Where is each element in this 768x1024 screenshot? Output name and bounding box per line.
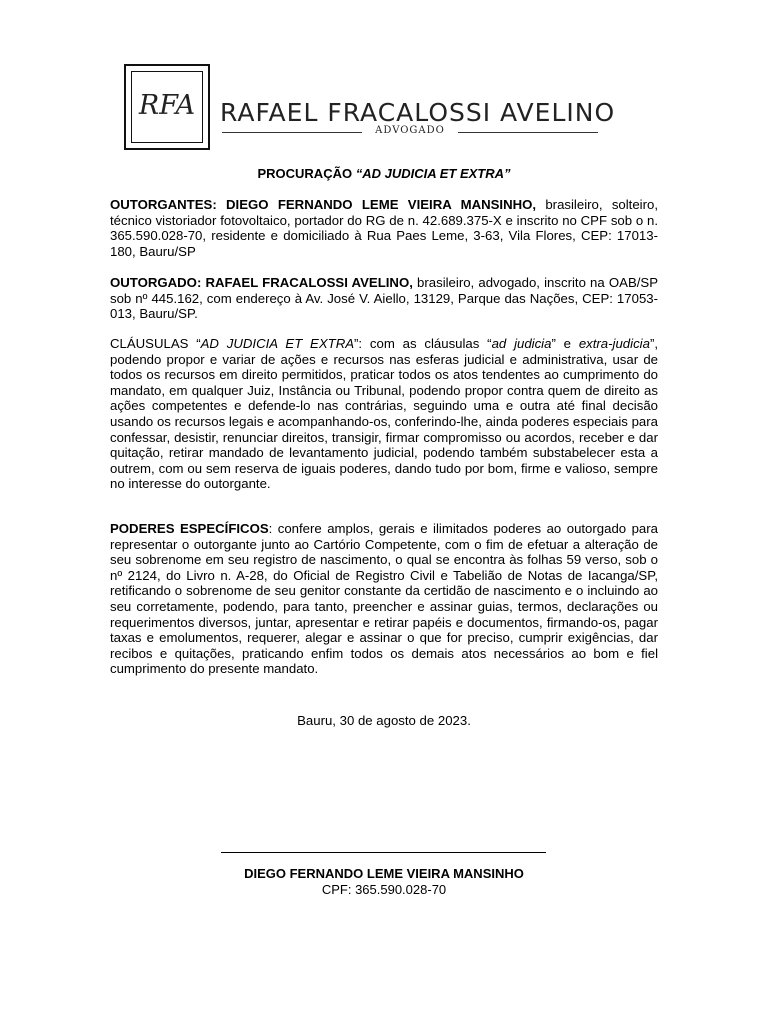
clausulas-text-3: ” e [551,336,579,351]
title-italic: “AD JUDICIA ET EXTRA” [355,166,511,181]
signatory-cpf: CPF: 365.590.028-70 [321,882,447,897]
clausulas-paragraph [110,336,658,492]
signatory-name: DIEGO FERNANDO LEME VIEIRA MANSINHO [244,866,524,881]
clausulas-text-4: ”, podendo propor e variar de ações e recursos nas esferas judicial e administrativa, usar de todos os recursos em direito permitidos, praticar todos os atos tendentes ao cumprimento do mandato, em qualquer Juiz, Instância ou Tribunal, podendo propor contra quem de direito as ações competentes e defende-lo nas contrárias, seguindo uma e outra até final decisão usando os recursos legais e acompanhando-os, conferindo-lhe, ainda poderes especiais para confessar, desistir, renunciar direitos, transigir, firmar compromisso ou acordos, receber e dar quitação, retirar mandado de levantamento judicial, podendo também substabelecer esta a outrem, com ou sem reserva de iguais poderes, dando tudo por bom, firme e valioso, sempre no interesse do outorgante. [110,336,658,492]
outorgantes-text: brasileiro, solteiro, técnico vistoriador fotovoltaico, portador do RG de n. 42.689.375-X e inscrito no CPF sob o n. 365.590.028-70, residente e domiciliado à Rua Paes Leme, 3-63, Vila Flores, CEP: 17013-180, Bauru/SP [110,197,658,259]
clausulas-italic-3: extra-judicia [578,336,650,351]
clausulas-italic-1: AD JUDICIA ET EXTRA [200,336,355,351]
poderes-label: PODERES ESPECÍFICOS [110,521,269,536]
outorgantes-paragraph [110,197,658,259]
outorgantes-label: OUTORGANTES: DIEGO FERNANDO LEME VIEIRA MANSINHO, [110,197,537,212]
clausulas-text-1: CLÁUSULAS “ [110,336,201,351]
document-title [110,166,658,181]
clausulas-text-2: ”: com as cláusulas “ [354,336,492,351]
firm-name: RAFAEL FRACALOSSI AVELINO [220,98,616,127]
subtitle-rule-right [458,132,598,133]
monogram-logo [124,64,210,150]
signature-line [221,852,546,853]
outorgado-label: OUTORGADO: RAFAEL FRACALOSSI AVELINO, [110,275,413,290]
poderes-paragraph [110,521,658,677]
clausulas-italic-2: ad judicia [491,336,552,351]
poderes-text: : confere amplos, gerais e ilimitados poderes ao outorgado para representar o outorgante junto ao Cartório Competente, com o fim de efetuar a alteração de seu sobrenome em seu registro de nascimento, o qual se encontra às folhas 59 verso, sob o nº 2124, do Livro n. A-28, do Oficial de Registro Civil e Tabelião de Notas de Iacanga/SP, retificando o sobrenome de seu genitor constante da certidão de nascimento e o incluindo ao seu corretamente, podendo, para tanto, preencher e assinar guias, termos, declarações ou requerimentos diversos, juntar, apresentar e retirar papéis e documentos, firmando-os, pagar taxas e emolumentos, requerer, alegar e assinar o que for preciso, cumprir exigências, dar recibos e quitações, praticando enfim todos os demais atos necessários ao bom e fiel cumprimento do presente mandato. [110,521,658,677]
outorgado-paragraph [110,275,658,322]
logo-monogram-text: RFA [138,90,196,121]
firm-subtitle [220,125,600,139]
subtitle-text: ADVOGADO [375,125,445,136]
title-prefix: PROCURAÇÃO [257,166,356,181]
document-date: Bauru, 30 de agosto de 2023. [297,713,471,728]
outorgado-text: brasileiro, advogado, inscrito na OAB/SP sob nº 445.162, com endereço à Av. José V. Aiello, 13129, Parque das Nações, CEP: 17053-013, Bauru/SP. [110,275,658,322]
